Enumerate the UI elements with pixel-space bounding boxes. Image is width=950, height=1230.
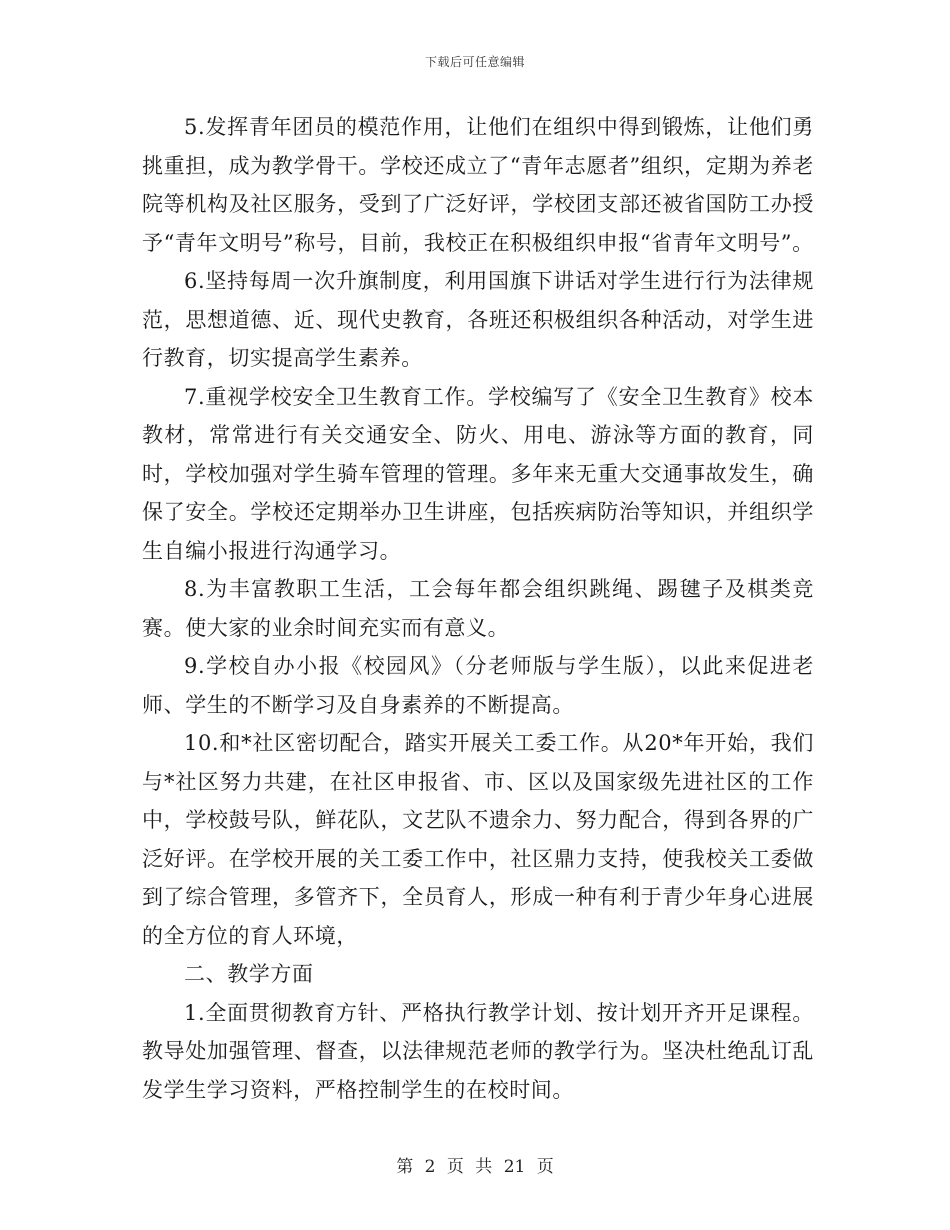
section-heading-teaching: 二、教学方面 [184,962,314,986]
paragraph-teaching-1: 1.全面贯彻教育方针、严格执行教学计划、按计划开齐开足课程。教导处加强管理、督查，以法律规范老师的教学行为。坚决杜绝乱订乱发学生学习资料，严格控制学生的在校时间。 [142,1000,814,1102]
paragraph-item-9: 9.学校自办小报《校园风》（分老师版与学生版），以此来促进老师、学生的不断学习及自身素养的不断提高。 [142,654,814,717]
page-header-note: 下载后可任意编辑 [424,55,525,69]
page-number-footer: 第 2 页 共 21 页 [396,1157,554,1177]
paragraph-item-7: 7.重视学校安全卫生教育工作。学校编写了《安全卫生教育》校本教材，常常进行有关交通安全、防火、用电、游泳等方面的教育，同时，学校加强对学生骑车管理的管理。多年来无重大交通事故发生，确保了安全。学校还定期举办卫生讲座，包括疾病防治等知识，并组织学生自编小报进行沟通学习。 [142,384,814,563]
document-body [142,108,814,1109]
paragraph-item-8: 8.为丰富教职工生活，工会每年都会组织跳绳、踢毽子及棋类竞赛。使大家的业余时间充实而有意义。 [142,577,814,640]
paragraph-item-6: 6.坚持每周一次升旗制度，利用国旗下讲话对学生进行行为法律规范，思想道德、近、现代史教育，各班还积极组织各种活动，对学生进行教育，切实提高学生素养。 [142,269,814,370]
paragraph-item-5: 5.发挥青年团员的模范作用，让他们在组织中得到锻炼，让他们勇挑重担，成为教学骨干。学校还成立了“青年志愿者”组织，定期为养老院等机构及社区服务，受到了广泛好评，学校团支部还被省国防工办授予“青年文明号”称号，目前，我校正在积极组织申报“省青年文明号”。 [142,115,814,255]
paragraph-item-10: 10.和*社区密切配合，踏实开展关工委工作。从20*年开始，我们与*社区努力共建，在社区申报省、市、区以及国家级先进社区的工作中，学校鼓号队，鲜花队，文艺队不遗余力、努力配合，得到各界的广泛好评。在学校开展的关工委工作中，社区鼎力支持，使我校关工委做到了综合管理，多管齐下，全员育人，形成一种有利于青少年身心进展的全方位的育人环境， [142,731,814,948]
